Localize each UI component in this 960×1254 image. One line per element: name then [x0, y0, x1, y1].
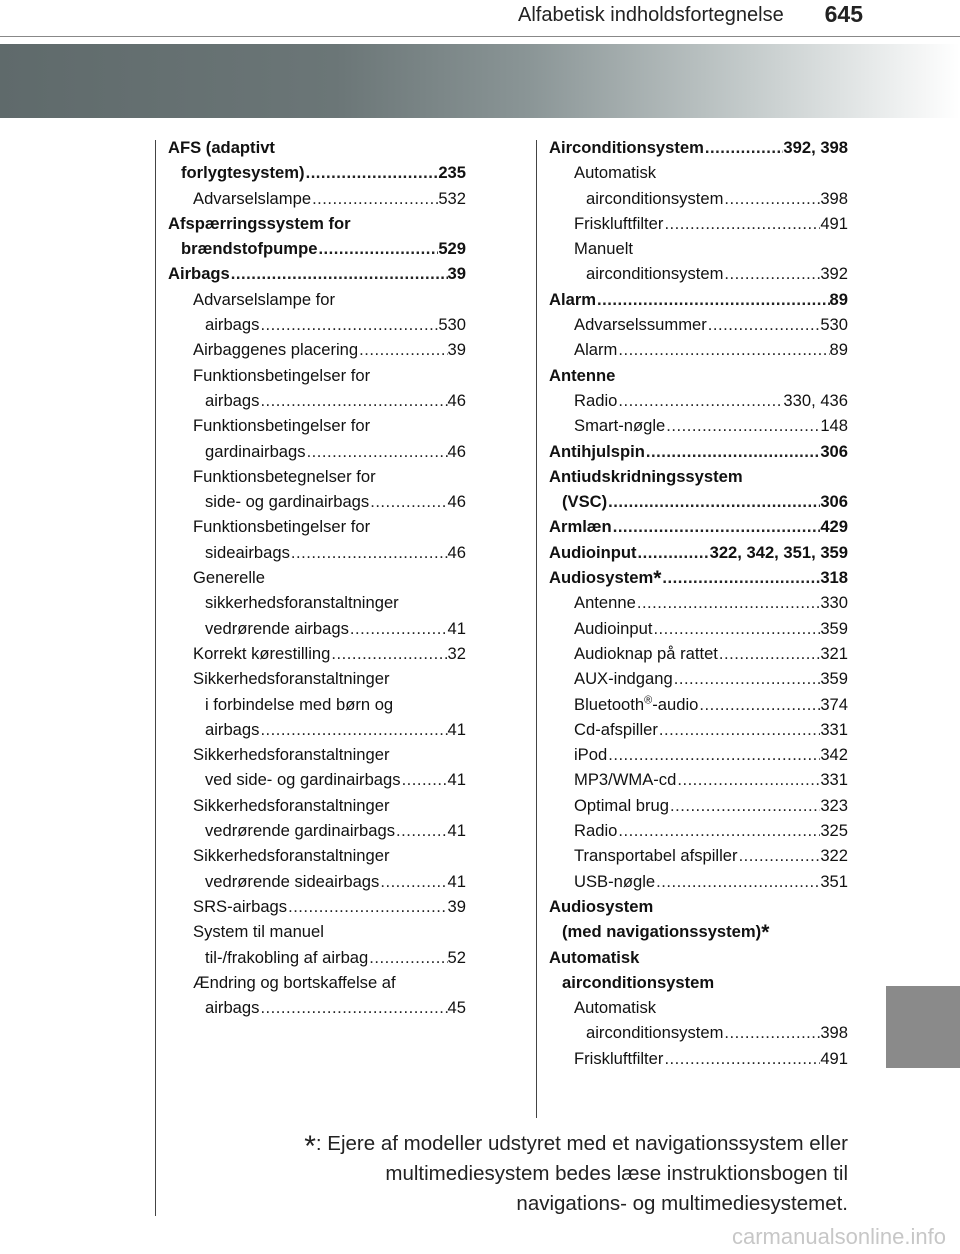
index-entry-page: 39	[447, 264, 466, 284]
index-entry-term: Antenne	[574, 593, 636, 613]
index-entry-page: 331	[820, 770, 848, 790]
index-entry	[549, 464, 848, 489]
index-entry-term: Audiosystem*	[549, 567, 662, 591]
index-entry	[549, 413, 848, 438]
index-entry	[168, 312, 466, 337]
dot-leader	[673, 666, 821, 691]
index-entry	[549, 692, 848, 717]
index-entry	[168, 919, 466, 944]
index-entry-term: airconditionsystem	[586, 264, 724, 284]
dot-leader	[661, 565, 820, 590]
index-entry	[168, 818, 466, 843]
index-entry-term: vedrørende airbags	[205, 618, 349, 638]
index-entry-page: 374	[820, 694, 848, 714]
dot-leader	[287, 894, 447, 919]
index-entry	[549, 211, 848, 236]
middle-column-rule	[536, 140, 537, 1118]
dot-leader	[652, 616, 820, 641]
index-entry	[549, 869, 848, 894]
dot-leader	[317, 236, 438, 261]
index-entry-term: ved side- og gardinairbags	[205, 770, 401, 790]
index-entry	[168, 186, 466, 211]
index-entry-page: 41	[447, 821, 466, 841]
index-entry	[168, 894, 466, 919]
index-entry-term: iPod	[574, 745, 608, 765]
dot-leader	[669, 793, 820, 818]
running-header-title: Alfabetisk indholdsfortegnelse	[518, 4, 784, 26]
footnote-line-2: multimediesystem bedes læse instruktionsbogen til	[385, 1162, 848, 1185]
index-entry-page: 41	[447, 871, 466, 891]
dot-leader	[617, 818, 820, 843]
dot-leader	[723, 261, 820, 286]
index-entry-page: 359	[820, 669, 848, 689]
index-entry-term: Sikkerhedsforanstaltninger	[193, 745, 390, 765]
index-entry-term: airconditionsystem	[586, 1023, 724, 1043]
index-entry	[168, 211, 466, 236]
index-entry-term: Afspærringssystem for	[168, 213, 351, 233]
left-column-rule	[155, 140, 156, 1216]
watermark-text: carmanualsonline.info	[731, 1224, 946, 1249]
footnote-line-1: *: Ejere af modeller udstyret med et navigationssystem eller	[304, 1130, 848, 1163]
dot-leader	[698, 692, 820, 717]
index-entry-term: Radio	[574, 390, 618, 410]
index-entry	[168, 135, 466, 160]
index-entry-term: MP3/WMA-cd	[574, 770, 677, 790]
dot-leader	[330, 641, 447, 666]
index-entry-page: 52	[447, 947, 466, 967]
index-entry-term: vedrørende gardinairbags	[205, 821, 396, 841]
index-entry	[549, 236, 848, 261]
index-entry-term: Automatisk	[574, 163, 657, 183]
dot-leader	[259, 312, 438, 337]
index-entry	[168, 793, 466, 818]
index-entry-term: sideairbags	[205, 542, 290, 562]
index-entry	[549, 565, 848, 590]
index-entry	[549, 261, 848, 286]
index-entry-term: Bluetooth®-audio	[574, 694, 699, 714]
index-entry-page: 46	[447, 390, 466, 410]
dot-leader	[617, 388, 783, 413]
index-entry-term: Airbags	[168, 264, 230, 284]
dot-leader	[738, 843, 821, 868]
index-entry-term: Alarm	[574, 340, 618, 360]
index-entry	[549, 337, 848, 362]
index-entry	[549, 945, 848, 970]
index-entry-page: 398	[820, 188, 848, 208]
section-banner	[0, 44, 960, 118]
index-entry	[549, 717, 848, 742]
footnote-line-3: navigations- og multimediesystemet.	[516, 1192, 848, 1215]
index-entry	[168, 261, 466, 286]
dot-leader	[290, 540, 448, 565]
index-entry	[168, 439, 466, 464]
index-entry	[168, 945, 466, 970]
dot-leader	[349, 616, 448, 641]
index-entry-term: Advarselssummer	[574, 315, 707, 335]
index-entry-term: Generelle	[193, 568, 265, 588]
dot-leader	[306, 439, 448, 464]
index-entry-page: 530	[438, 315, 466, 335]
index-column-left	[168, 135, 466, 1020]
dot-leader	[607, 742, 820, 767]
index-column-right	[549, 135, 848, 1071]
footnote-reference-mark: *	[761, 921, 770, 945]
index-entry	[549, 666, 848, 691]
index-entry	[549, 742, 848, 767]
index-entry	[168, 514, 466, 539]
index-entry-term: airbags	[205, 390, 260, 410]
page-number: 645	[824, 1, 863, 27]
index-entry	[168, 413, 466, 438]
index-entry	[549, 514, 848, 539]
index-entry	[549, 843, 848, 868]
index-entry-term: forlygtesystem)	[181, 163, 305, 183]
dot-leader	[658, 717, 820, 742]
index-entry	[168, 337, 466, 362]
dot-leader	[395, 818, 448, 843]
index-entry-term: Optimal brug	[574, 795, 669, 815]
dot-leader	[663, 211, 820, 236]
index-entry-term: Airbaggenes placering	[193, 340, 359, 360]
index-entry-term: USB-nøgle	[574, 871, 656, 891]
index-entry	[549, 160, 848, 185]
dot-leader	[665, 413, 820, 438]
index-entry-term: Audioinput	[549, 542, 637, 562]
dot-leader	[636, 590, 820, 615]
index-entry-term: airconditionsystem	[586, 188, 724, 208]
index-entry	[168, 160, 466, 185]
index-entry-page: 306	[820, 441, 848, 461]
index-entry-term: Sikkerhedsforanstaltninger	[193, 795, 390, 815]
index-entry-page: 89	[829, 340, 848, 360]
index-entry-term: Sikkerhedsforanstaltninger	[193, 669, 390, 689]
index-entry	[168, 692, 466, 717]
dot-leader	[369, 489, 447, 514]
index-entry-page: 39	[447, 896, 466, 916]
index-entry-page: 491	[820, 1048, 848, 1068]
index-entry	[168, 540, 466, 565]
index-entry	[168, 666, 466, 691]
index-entry	[549, 616, 848, 641]
index-entry-term: Antihjulspin	[549, 441, 645, 461]
dot-leader	[617, 337, 829, 362]
index-entry	[549, 970, 848, 995]
index-entry-page: 45	[447, 998, 466, 1018]
index-entry-term: Audiosystem	[549, 896, 654, 916]
index-entry-term: airbags	[205, 719, 260, 739]
index-entry-term: Friskluftfilter	[574, 213, 664, 233]
dot-leader	[230, 261, 448, 286]
index-entry	[168, 641, 466, 666]
index-entry-page: 342	[820, 745, 848, 765]
index-entry-term: (VSC)	[562, 492, 608, 512]
index-entry-page: 325	[820, 821, 848, 841]
index-entry	[168, 363, 466, 388]
footnote-reference-mark: *	[653, 567, 662, 591]
header-divider	[0, 36, 960, 37]
index-entry-term: Sikkerhedsforanstaltninger	[193, 846, 390, 866]
dot-leader	[676, 767, 820, 792]
index-entry-page: 331	[820, 719, 848, 739]
index-entry	[549, 590, 848, 615]
index-entry-term: airbags	[205, 998, 260, 1018]
index-entry-term: AUX-indgang	[574, 669, 673, 689]
dot-leader	[259, 388, 447, 413]
index-entry-page: 46	[447, 542, 466, 562]
index-entry	[168, 236, 466, 261]
index-entry-term: airbags	[205, 315, 260, 335]
dot-leader	[259, 995, 447, 1020]
index-entry-term: Alarm	[549, 289, 597, 309]
index-entry-term: Airconditionsystem	[549, 138, 704, 157]
index-entry-page: 89	[829, 289, 848, 309]
index-entry	[549, 540, 848, 565]
index-entry	[168, 287, 466, 312]
index-entry-term: Transportabel afspiller	[574, 846, 738, 866]
index-entry-page: 392, 398	[783, 138, 848, 157]
index-entry	[549, 995, 848, 1020]
index-entry-page: 235	[438, 163, 466, 183]
index-entry	[168, 388, 466, 413]
index-entry	[168, 869, 466, 894]
index-entry	[549, 439, 848, 464]
index-entry-page: 530	[820, 315, 848, 335]
index-entry-term: Ændring og bortskaffelse af	[193, 972, 396, 992]
index-entry	[549, 287, 848, 312]
dot-leader	[596, 287, 829, 312]
index-entry	[549, 186, 848, 211]
index-entry	[549, 767, 848, 792]
index-entry-term: Audioknap på rattet	[574, 643, 718, 663]
index-entry-term: Manuelt	[574, 239, 634, 259]
dot-leader	[358, 337, 447, 362]
dot-leader	[637, 540, 710, 565]
dot-leader	[704, 135, 784, 160]
index-entry	[168, 995, 466, 1020]
dot-leader	[655, 869, 820, 894]
index-entry-term: i forbindelse med børn og	[205, 694, 394, 714]
index-entry-page: 429	[820, 517, 848, 537]
index-entry-term: vedrørende sideairbags	[205, 871, 380, 891]
index-entry	[549, 363, 848, 388]
index-entry-page: 321	[820, 643, 848, 663]
index-entry	[168, 489, 466, 514]
index-entry	[549, 818, 848, 843]
index-entry-page: 532	[438, 188, 466, 208]
dot-leader	[305, 160, 439, 185]
index-entry-term: Antiudskridningssystem	[549, 466, 743, 486]
footnote-mark: *	[304, 1130, 316, 1163]
index-entry-term: Smart-nøgle	[574, 416, 666, 436]
index-entry-term: Cd-afspiller	[574, 719, 658, 739]
chapter-thumb-tab	[886, 986, 960, 1068]
index-entry-term: sikkerhedsforanstaltninger	[205, 593, 399, 613]
index-entry-page: 41	[447, 770, 466, 790]
index-entry	[549, 641, 848, 666]
index-entry-term: Advarselslampe	[193, 188, 312, 208]
index-entry-term: Funktionsbetingelser for	[193, 416, 371, 436]
index-entry-term: Advarselslampe for	[193, 289, 336, 309]
index-entry	[168, 616, 466, 641]
index-entry-term: side- og gardinairbags	[205, 492, 370, 512]
index-entry	[168, 717, 466, 742]
index-entry	[549, 135, 848, 160]
index-entry-page: 491	[820, 213, 848, 233]
index-entry-term: Automatisk	[574, 998, 657, 1018]
index-entry	[168, 970, 466, 995]
index-entry-term: Automatisk	[549, 947, 640, 967]
index-entry-term: gardinairbags	[205, 441, 306, 461]
index-entry-page: 330, 436	[783, 390, 848, 410]
index-entry-term: SRS-airbags	[193, 896, 288, 916]
index-entry-term: Antenne	[549, 365, 616, 385]
index-entry-term: Armlæn	[549, 517, 612, 537]
index-entry-page: 529	[438, 239, 466, 259]
index-entry-term: til-/frakobling af airbag	[205, 947, 369, 967]
dot-leader	[259, 717, 447, 742]
index-entry-page: 323	[820, 795, 848, 815]
index-entry	[549, 1046, 848, 1071]
index-entry-page: 46	[447, 441, 466, 461]
index-entry	[168, 590, 466, 615]
index-entry	[168, 767, 466, 792]
index-entry-term: Funktionsbetegnelser for	[193, 466, 376, 486]
index-entry-page: 330	[820, 593, 848, 613]
dot-leader	[612, 514, 821, 539]
dot-leader	[718, 641, 820, 666]
index-entry-term: airconditionsystem	[562, 972, 715, 992]
footnote	[208, 1129, 848, 1219]
index-entry-term: (med navigationssystem)*	[562, 921, 770, 945]
index-entry-page: 322, 342, 351, 359	[709, 542, 848, 562]
index-entry	[549, 894, 848, 919]
index-entry-page: 359	[820, 618, 848, 638]
index-entry	[549, 793, 848, 818]
dot-leader	[401, 767, 448, 792]
index-entry-page: 148	[820, 416, 848, 436]
index-entry-term: System til manuel	[193, 922, 324, 942]
index-entry-term: Radio	[574, 821, 618, 841]
index-entry	[549, 489, 848, 514]
index-entry	[549, 388, 848, 413]
index-entry	[168, 565, 466, 590]
index-entry-page: 322	[820, 846, 848, 866]
index-entry-page: 41	[447, 719, 466, 739]
dot-leader	[723, 186, 820, 211]
index-entry-page: 306	[820, 492, 848, 512]
dot-leader	[311, 186, 438, 211]
index-entry	[549, 312, 848, 337]
index-entry-page: 32	[447, 643, 466, 663]
index-entry-term: Friskluftfilter	[574, 1048, 664, 1068]
dot-leader	[379, 869, 447, 894]
dot-leader	[663, 1046, 820, 1071]
index-entry-term: Audioinput	[574, 618, 653, 638]
index-entry-page: 46	[447, 492, 466, 512]
index-entry	[168, 843, 466, 868]
index-entry	[168, 742, 466, 767]
index-entry-page: 41	[447, 618, 466, 638]
index-entry-term: Funktionsbetingelser for	[193, 365, 371, 385]
index-entry-page: 39	[447, 340, 466, 360]
index-entry-page: 318	[820, 568, 848, 588]
index-entry	[549, 919, 848, 944]
index-entry-term: AFS (adaptivt	[168, 138, 275, 157]
index-entry-page: 392	[820, 264, 848, 284]
index-entry-term: brændstofpumpe	[181, 239, 318, 259]
dot-leader	[723, 1020, 820, 1045]
index-entry-page: 351	[820, 871, 848, 891]
dot-leader	[607, 489, 820, 514]
dot-leader	[645, 439, 820, 464]
index-entry-term: Korrekt kørestilling	[193, 643, 331, 663]
index-entry	[168, 464, 466, 489]
dot-leader	[368, 945, 447, 970]
index-entry-term: Funktionsbetingelser for	[193, 517, 371, 537]
index-entry	[549, 1020, 848, 1045]
index-entry-page: 398	[820, 1023, 848, 1043]
dot-leader	[707, 312, 821, 337]
